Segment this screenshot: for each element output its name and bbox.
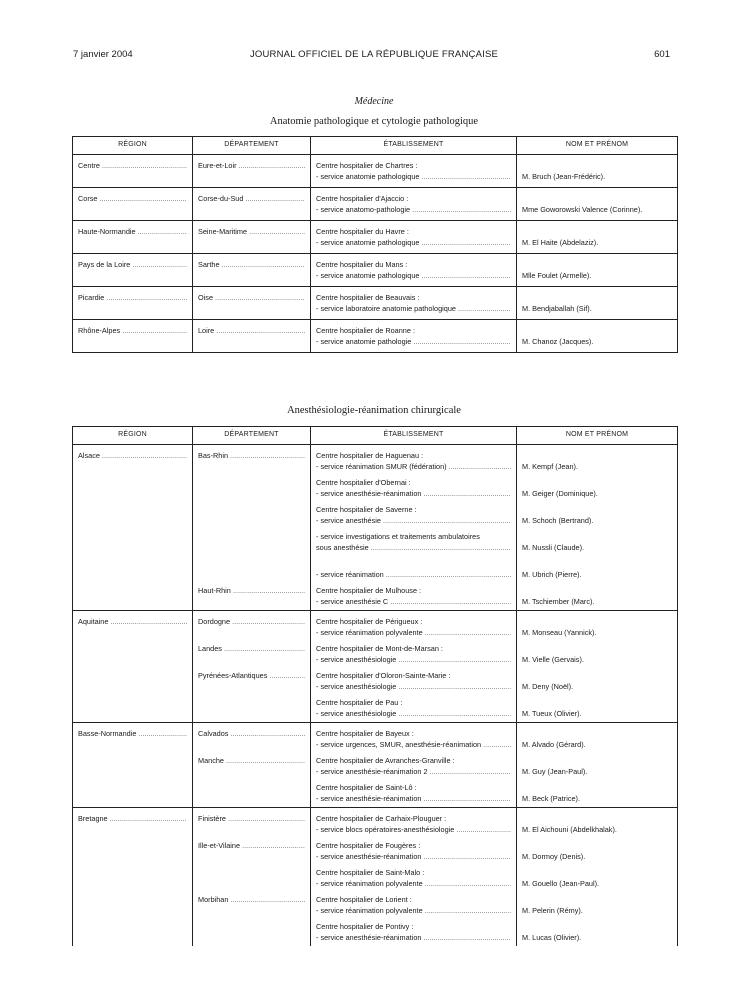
- departement-entry: [198, 756, 305, 783]
- departement-name: Corse-du-Sud .....: [198, 194, 305, 205]
- departement-cell: [193, 808, 311, 947]
- departement-entry: [198, 644, 305, 671]
- region-name: Haute-Normandie .....: [78, 227, 187, 238]
- col-header-departement: DÉPARTEMENT: [193, 137, 311, 155]
- etablissement-centre: - service investigations et traitements ambulatoires: [316, 532, 480, 541]
- nom-entry: [522, 922, 672, 946]
- etablissement-service: - service anatomo-pathologie .....: [316, 205, 511, 216]
- etablissement-entry: [316, 505, 511, 532]
- etablissement-entry: [316, 478, 511, 505]
- region-name: Picardie .....: [78, 293, 187, 304]
- etablissement-centre: Centre hospitalier de Fougères :: [316, 841, 421, 850]
- region-name: Rhône-Alpes .....: [78, 326, 187, 337]
- departement-entry: [198, 814, 305, 841]
- region-cell: [73, 254, 193, 287]
- table-row: [73, 188, 678, 221]
- departement-entry: [198, 698, 305, 722]
- col-header-departement: DÉPARTEMENT: [193, 427, 311, 445]
- col-header-etablissement: ÉTABLISSEMENT: [311, 427, 517, 445]
- nom-entry: [522, 783, 672, 807]
- departement-cell: [193, 723, 311, 808]
- etablissement-cell: [311, 320, 517, 353]
- departement-cell: [193, 287, 311, 320]
- departement-cell: [193, 611, 311, 723]
- departement-entry: [198, 729, 305, 756]
- nom-cell: [517, 445, 678, 611]
- table-anatomie-pathologique: [72, 136, 678, 353]
- etablissement-entry: [316, 586, 511, 610]
- etablissement-service: - service anatomie pathologique .....: [316, 271, 511, 282]
- nom-prenom: M. Kempf (Jean).: [522, 462, 578, 471]
- table-header-row: [73, 427, 678, 445]
- etablissement-service: - service anesthésie .....: [316, 516, 511, 527]
- etablissement-centre: Centre hospitalier de Roanne :: [316, 326, 415, 335]
- nom-prenom: M. Bendjaballah (Sif).: [522, 304, 592, 313]
- etablissement-entry: [316, 698, 511, 722]
- nom-entry: [522, 478, 672, 505]
- region-cell: [73, 287, 193, 320]
- nom-prenom: M. Deny (Noël).: [522, 682, 574, 691]
- table-header-row: [73, 137, 678, 155]
- nom-entry: [522, 671, 672, 698]
- nom-cell: [517, 221, 678, 254]
- departement-name: Morbihan .....: [198, 895, 305, 906]
- etablissement-cell: [311, 221, 517, 254]
- region-cell: [73, 188, 193, 221]
- nom-prenom: M. Schoch (Bertrand).: [522, 516, 594, 525]
- nom-prenom: M. Monseau (Yannick).: [522, 628, 597, 637]
- etablissement-service: - service réanimation .....: [316, 570, 511, 581]
- departement-entry: [198, 922, 305, 946]
- region-cell: [73, 445, 193, 611]
- table-row: [73, 287, 678, 320]
- etablissement-centre: Centre hospitalier de Mulhouse :: [316, 586, 422, 595]
- nom-prenom: M. Chanoz (Jacques).: [522, 337, 594, 346]
- nom-cell: [517, 155, 678, 188]
- table2-title: Anesthésiologie-réanimation chirurgicale: [287, 405, 461, 416]
- etablissement-entry: [316, 532, 511, 559]
- etablissement-entry: [316, 895, 511, 922]
- section-title: Médecine: [354, 96, 394, 107]
- etablissement-service: - service anatomie pathologique .....: [316, 238, 511, 249]
- etablissement-centre: Centre hospitalier de Saint-Malo :: [316, 868, 425, 877]
- etablissement-centre: Centre hospitalier d'Ajaccio :: [316, 194, 409, 203]
- col-header-region: RÉGION: [73, 427, 193, 445]
- etablissement-service: - service laboratoire anatomie pathologique .....: [316, 304, 511, 315]
- table-row: [73, 445, 678, 611]
- nom-entry: [522, 868, 672, 895]
- departement-cell: [193, 254, 311, 287]
- etablissement-centre: Centre hospitalier de Beauvais :: [316, 293, 420, 302]
- departement-entry: [198, 532, 305, 559]
- departement-entry: [198, 451, 305, 478]
- nom-prenom: M. Gouello (Jean-Paul).: [522, 879, 600, 888]
- etablissement-cell: [311, 808, 517, 947]
- departement-cell: [193, 188, 311, 221]
- etablissement-entry: [316, 671, 511, 698]
- etablissement-centre: Centre hospitalier de Pontivy :: [316, 922, 414, 931]
- col-header-region: RÉGION: [73, 137, 193, 155]
- nom-entry: [522, 814, 672, 841]
- nom-prenom: M. Pelerin (Rémy).: [522, 906, 583, 915]
- nom-cell: [517, 188, 678, 221]
- table-row: [73, 611, 678, 723]
- departement-entry: [198, 841, 305, 868]
- region-name: Aquitaine .....: [78, 617, 187, 628]
- nom-prenom: M. Nussli (Claude).: [522, 543, 585, 552]
- nom-entry: [522, 756, 672, 783]
- table-row: [73, 254, 678, 287]
- region-cell: [73, 155, 193, 188]
- etablissement-service: - service anatomie pathologie .....: [316, 337, 511, 348]
- etablissement-service: - service anesthésie-réanimation .....: [316, 794, 511, 805]
- etablissement-cell: [311, 723, 517, 808]
- header-page-number: 601: [654, 49, 670, 60]
- col-header-etablissement: ÉTABLISSEMENT: [311, 137, 517, 155]
- nom-prenom: M. Dormoy (Denis).: [522, 852, 586, 861]
- nom-prenom: Mme Goworowski Valence (Corinne).: [522, 205, 643, 214]
- table1-title: Anatomie pathologique et cytologie pathologique: [269, 116, 479, 127]
- etablissement-service: - service urgences, SMUR, anesthésie-réanimation .....: [316, 740, 511, 751]
- departement-cell: [193, 155, 311, 188]
- etablissement-centre: Centre hospitalier de Saint-Lô :: [316, 783, 417, 792]
- etablissement-service: - service anesthésiologie .....: [316, 682, 511, 693]
- departement-name: Landes .....: [198, 644, 305, 655]
- etablissement-service: - service réanimation SMUR (fédération) .....: [316, 462, 511, 473]
- nom-entry: [522, 532, 672, 559]
- departement-entry: [198, 783, 305, 807]
- nom-prenom: M. Guy (Jean-Paul).: [522, 767, 588, 776]
- etablissement-service: - service anesthésie-réanimation .....: [316, 852, 511, 863]
- nom-entry: [522, 505, 672, 532]
- departement-name: Haut-Rhin .....: [198, 586, 305, 597]
- etablissement-entry: [316, 814, 511, 841]
- etablissement-cell: [311, 254, 517, 287]
- departement-name: Finistère .....: [198, 814, 305, 825]
- nom-cell: [517, 808, 678, 947]
- etablissement-service: - service anesthésiologie .....: [316, 655, 511, 666]
- departement-cell: [193, 445, 311, 611]
- nom-prenom: Mlle Foulet (Armelle).: [522, 271, 592, 280]
- etablissement-service: - service réanimation polyvalente .....: [316, 628, 511, 639]
- nom-prenom: M. Tueux (Olivier).: [522, 709, 582, 718]
- etablissement-service: - service anesthésiologie .....: [316, 709, 511, 720]
- table-row: [73, 221, 678, 254]
- nom-entry: [522, 644, 672, 671]
- departement-name: Seine-Maritime .....: [198, 227, 305, 238]
- departement-entry: [198, 868, 305, 895]
- departement-entry: [198, 895, 305, 922]
- etablissement-centre: Centre hospitalier de Bayeux :: [316, 729, 414, 738]
- region-cell: [73, 320, 193, 353]
- departement-entry: [198, 505, 305, 532]
- etablissement-cell: [311, 155, 517, 188]
- departement-name: Eure-et-Loir .....: [198, 161, 305, 172]
- table-anesthesiologie: [72, 426, 678, 946]
- etablissement-cell: [311, 445, 517, 611]
- etablissement-entry: [316, 841, 511, 868]
- etablissement-entry: [316, 644, 511, 671]
- etablissement-service: - service réanimation polyvalente .....: [316, 879, 511, 890]
- col-header-nom: NOM ET PRÉNOM: [517, 427, 678, 445]
- table-row: [73, 320, 678, 353]
- col-header-nom: NOM ET PRÉNOM: [517, 137, 678, 155]
- nom-prenom: M. El Aichouni (Abdelkhalak).: [522, 825, 617, 834]
- region-name: Bretagne .....: [78, 814, 187, 825]
- etablissement-centre: Centre hospitalier de Chartres :: [316, 161, 418, 170]
- nom-cell: [517, 723, 678, 808]
- etablissement-centre: Centre hospitalier d'Obernai :: [316, 478, 411, 487]
- nom-entry: [522, 451, 672, 478]
- etablissement-entry: [316, 617, 511, 644]
- nom-cell: [517, 320, 678, 353]
- departement-name: Manche .....: [198, 756, 305, 767]
- nom-entry: [522, 698, 672, 722]
- nom-prenom: M. El Haite (Abdelaziz).: [522, 238, 599, 247]
- departement-entry: [198, 586, 305, 610]
- etablissement-service: - service anesthésie C .....: [316, 597, 511, 608]
- departement-name: Ille-et-Vilaine .....: [198, 841, 305, 852]
- etablissement-cell: [311, 287, 517, 320]
- etablissement-centre: Centre hospitalier de Avranches-Granville :: [316, 756, 455, 765]
- nom-prenom: M. Ubrich (Pierre).: [522, 570, 582, 579]
- etablissement-centre: Centre hospitalier de Mont-de-Marsan :: [316, 644, 443, 653]
- departement-name: Calvados .....: [198, 729, 305, 740]
- nom-cell: [517, 254, 678, 287]
- departement-name: Sarthe .....: [198, 260, 305, 271]
- etablissement-centre: Centre hospitalier du Havre :: [316, 227, 409, 236]
- header-date: 7 janvier 2004: [73, 49, 133, 60]
- etablissement-entry: [316, 729, 511, 756]
- region-name: Centre .....: [78, 161, 187, 172]
- etablissement-centre: Centre hospitalier de Haguenau :: [316, 451, 424, 460]
- departement-name: Oise .....: [198, 293, 305, 304]
- region-name: Corse .....: [78, 194, 187, 205]
- etablissement-service: - service anesthésie-réanimation 2 .....: [316, 767, 511, 778]
- etablissement-entry: [316, 783, 511, 807]
- nom-cell: [517, 611, 678, 723]
- table-row: [73, 808, 678, 947]
- etablissement-service: sous anesthésie .....: [316, 543, 511, 554]
- etablissement-entry: [316, 756, 511, 783]
- etablissement-service: - service anesthésie-réanimation .....: [316, 489, 511, 500]
- etablissement-service: - service réanimation polyvalente .....: [316, 906, 511, 917]
- etablissement-centre: Centre hospitalier du Mans :: [316, 260, 408, 269]
- etablissement-entry: [316, 868, 511, 895]
- nom-entry: [522, 841, 672, 868]
- departement-name: Pyrénées-Atlantiques .....: [198, 671, 305, 682]
- region-cell: [73, 723, 193, 808]
- departement-cell: [193, 320, 311, 353]
- nom-entry: [522, 617, 672, 644]
- departement-name: Dordogne .....: [198, 617, 305, 628]
- etablissement-centre: Centre hospitalier de Lorient :: [316, 895, 412, 904]
- nom-prenom: M. Vielle (Gervais).: [522, 655, 584, 664]
- etablissement-cell: [311, 611, 517, 723]
- header-journal-title: JOURNAL OFFICIEL DE LA RÉPUBLIQUE FRANÇAISE: [249, 49, 499, 60]
- nom-prenom: M. Tschiember (Marc).: [522, 597, 595, 606]
- etablissement-service: - service anesthésie-réanimation .....: [316, 933, 511, 944]
- departement-entry: [198, 671, 305, 698]
- nom-prenom: M. Bruch (Jean-Frédéric).: [522, 172, 606, 181]
- departement-name: Bas-Rhin .....: [198, 451, 305, 462]
- region-name: Pays de la Loire .....: [78, 260, 187, 271]
- etablissement-entry: [316, 559, 511, 586]
- nom-entry: [522, 729, 672, 756]
- departement-entry: [198, 617, 305, 644]
- etablissement-centre: Centre hospitalier de Carhaix-Plouguer :: [316, 814, 447, 823]
- etablissement-centre: [316, 559, 511, 570]
- etablissement-entry: [316, 922, 511, 946]
- etablissement-centre: Centre hospitalier de Périgueux :: [316, 617, 423, 626]
- etablissement-service: - service anatomie pathologique .....: [316, 172, 511, 183]
- nom-entry: [522, 586, 672, 610]
- nom-entry: [522, 895, 672, 922]
- etablissement-centre: Centre hospitalier de Pau :: [316, 698, 403, 707]
- departement-entry: [198, 559, 305, 586]
- nom-prenom: M. Geiger (Dominique).: [522, 489, 598, 498]
- etablissement-service: - service blocs opératoires-anesthésiologie .....: [316, 825, 511, 836]
- etablissement-entry: [316, 451, 511, 478]
- nom-prenom: M. Alvado (Gérard).: [522, 740, 586, 749]
- region-name: Alsace .....: [78, 451, 187, 462]
- region-cell: [73, 221, 193, 254]
- etablissement-centre: Centre hospitalier d'Oloron-Sainte-Marie :: [316, 671, 451, 680]
- etablissement-cell: [311, 188, 517, 221]
- region-cell: [73, 808, 193, 947]
- departement-name: Loire .....: [198, 326, 305, 337]
- region-name: Basse-Normandie .....: [78, 729, 187, 740]
- nom-prenom: M. Beck (Patrice).: [522, 794, 580, 803]
- nom-entry: [522, 559, 672, 586]
- table-row: [73, 155, 678, 188]
- nom-prenom: M. Lucas (Olivier).: [522, 933, 582, 942]
- departement-cell: [193, 221, 311, 254]
- departement-entry: [198, 478, 305, 505]
- table-row: [73, 723, 678, 808]
- etablissement-centre: Centre hospitalier de Saverne :: [316, 505, 417, 514]
- region-cell: [73, 611, 193, 723]
- nom-cell: [517, 287, 678, 320]
